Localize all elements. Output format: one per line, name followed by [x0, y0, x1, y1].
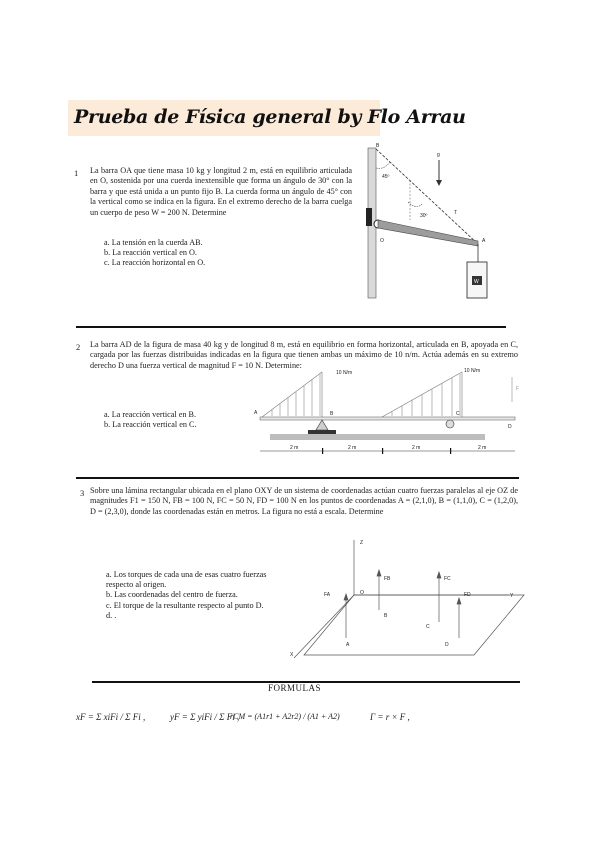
label-fd: FD: [464, 592, 471, 598]
problem-2-item-a: a. La reacción vertical en B.: [104, 410, 197, 419]
angle-45-arc: [376, 162, 390, 168]
support-b: [316, 420, 328, 430]
problem-1-item-c: c. La reacción horizontal en O.: [104, 258, 206, 268]
gravity-arrowhead: [436, 180, 442, 186]
ground: [270, 434, 485, 440]
label-d: D: [445, 642, 449, 648]
label-f: F: [516, 386, 520, 392]
load-1-envelope: [262, 372, 322, 417]
label-dim-3: 2 m: [412, 445, 421, 451]
label-y: Y: [510, 593, 514, 599]
problem-1-figure: [350, 140, 510, 305]
formula-cg: rCM = (A1r1 + A2r2) / (A1 + A2): [230, 712, 340, 721]
label-a: A: [254, 410, 258, 416]
problem-1-item-a: a. La tensión en la cuerda AB.: [104, 238, 203, 247]
label-dim-1: 2 m: [290, 445, 299, 451]
problem-1-item-b: b. La reacción vertical en O.: [104, 248, 197, 258]
label-fb: FB: [384, 576, 391, 582]
problem-2-text: La barra AD de la figura de masa 40 kg y de longitud 8 m, está en equilibrio en forma horizontal, articulada en B, apoyada en C, cargada por las fuerzas distribuidas indicadas en la figura que tienen ambas un máximo de 10 n/m. Actúa además en su extremo derecho D una fuerza vertical de magnitud F = 10 N. Determine:: [90, 340, 518, 370]
label-fc: FC: [444, 576, 451, 582]
label-b: B: [376, 143, 380, 149]
support-c: [446, 420, 454, 428]
page-title: Prueba de Física general by Flo Arrau: [74, 106, 466, 128]
problem-2-items: [104, 410, 197, 430]
bar-oa: [378, 220, 478, 246]
label-dim-4: 2 m: [478, 445, 487, 451]
label-z: Z: [360, 540, 364, 546]
label-fa: FA: [324, 592, 331, 598]
label-load-2: 10 N/m: [464, 368, 481, 374]
label-a: A: [346, 642, 350, 648]
formulas-heading: FORMULAS: [268, 683, 322, 693]
label-g: g: [437, 152, 440, 158]
axis-x: [294, 595, 354, 658]
problem-3-items: [106, 570, 286, 621]
label-b: B: [330, 411, 334, 417]
plate: [304, 595, 524, 655]
label-t: T: [454, 210, 458, 216]
label-c: C: [426, 624, 430, 630]
support-b-base: [308, 430, 336, 434]
label-dim-2: 2 m: [348, 445, 357, 451]
label-w: W: [474, 279, 479, 285]
divider-1: [76, 326, 506, 328]
problem-2-number: 2: [76, 342, 81, 352]
formula-xf: xF = Σ xiFi / Σ Fi ,: [76, 712, 146, 722]
label-o: O: [360, 590, 364, 596]
problem-3-item-c: c. El torque de la resultante respecto al punto D.: [106, 600, 264, 610]
label-o: O: [380, 238, 384, 244]
bar-ad: [260, 417, 515, 420]
label-d: D: [508, 424, 512, 430]
label-45: 45º: [382, 174, 390, 180]
label-c: C: [456, 411, 460, 417]
problem-2-item-b: b. La reacción vertical en C.: [104, 420, 197, 430]
problem-3-item-b: b. Las coordenadas del centro de fuerza.: [106, 590, 238, 600]
problem-3-figure: [284, 530, 529, 665]
problem-3-item-a: a. Los torques de cada una de esas cuatro fuerzas respecto al origen.: [106, 570, 267, 590]
formula-torque: Γ = r × F ,: [370, 712, 410, 722]
label-load-1: 10 N/m: [336, 370, 353, 376]
label-30: 30º: [420, 213, 428, 219]
load-2-arrows: [392, 374, 460, 416]
problem-1-items: [104, 238, 205, 269]
label-b: B: [384, 613, 388, 619]
problem-3-text: Sobre una lámina rectangular ubicada en el plano OXY de un sistema de coordenadas actúan cuatro fuerzas paralelas al eje OZ de magnitudes F1 = 150 N, FB = 100 N, FC = 50 N, FD = 100 N en los puntos de coordenadas A = (2,1,0), B = (1,1,0), C = (1,2,0), D = (2,3,0), donde las coordenadas están en metros. La figura no está a escala. Determine: [90, 486, 518, 516]
problem-1-number: 1: [74, 168, 79, 178]
load-1-arrows: [272, 374, 320, 416]
hinge-block: [366, 208, 372, 226]
label-a: A: [482, 238, 486, 244]
divider-2: [76, 477, 519, 479]
formula-yf: yF = Σ yiFi / Σ Fi ,: [170, 712, 240, 722]
problem-3-number: 3: [80, 488, 85, 498]
problem-3-item-d: d. .: [106, 610, 117, 620]
problem-1-text: La barra OA que tiene masa 10 kg y longitud 2 m, está en equilibrio articulada en O, sostenida por una cuerda inextensible que forma un ángulo de 30° con la barra y que está unida a un punto fijo B. La cuerda forma un ángulo de 45° con la vertical como se indica en la figura. En el extremo derecho de la barra cuelga un cuerpo de peso W = 200 N. Determine: [90, 166, 352, 217]
label-x: X: [290, 652, 294, 658]
problem-2-figure: [250, 362, 525, 462]
